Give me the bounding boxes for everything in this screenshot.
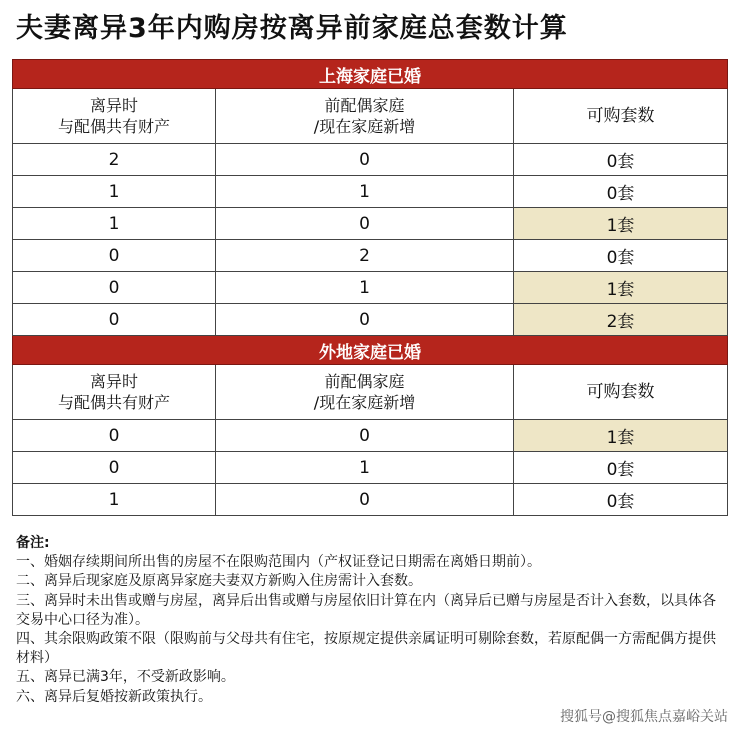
cell-purchasable: 1套 — [514, 208, 728, 240]
cell-purchasable: 0套 — [514, 452, 728, 484]
notes-section — [16, 534, 728, 707]
note-item-5: 五、离异已满3年，不受新政影响。 — [16, 669, 235, 686]
notes-title: 备注: — [16, 535, 50, 551]
section-header-row — [13, 336, 728, 365]
header-line: 可购套数 — [586, 105, 655, 126]
header-line: /现在家庭新增 — [313, 393, 416, 412]
table-row — [13, 304, 728, 336]
cell-shared-property: 0 — [13, 272, 216, 304]
cell-shared-property: 0 — [13, 240, 216, 272]
cell-shared-property: 1 — [13, 176, 216, 208]
cell-purchasable: 2套 — [514, 304, 728, 336]
cell-shared-property: 0 — [13, 452, 216, 484]
note-item-6: 六、离异后复婚按新政策执行。 — [16, 688, 212, 705]
section-title: 外地家庭已婚 — [13, 336, 728, 365]
table-row — [13, 484, 728, 516]
header-ex-spouse-new — [216, 89, 514, 144]
table-row — [13, 208, 728, 240]
cell-shared-property: 1 — [13, 208, 216, 240]
header-shared-property — [13, 89, 216, 144]
column-header-row — [13, 365, 728, 420]
note-item-3: 三、离异时未出售或赠与房屋，离异后出售或赠与房屋依旧计算在内（离异后已赠与房屋是否计入套数，以具体各交易中心口径为准）。 — [16, 592, 716, 628]
table-row — [13, 272, 728, 304]
header-shared-property — [13, 365, 216, 420]
cell-purchasable: 1套 — [514, 272, 728, 304]
header-purchasable — [514, 365, 728, 420]
cell-purchasable: 1套 — [514, 420, 728, 452]
cell-purchasable: 0套 — [514, 144, 728, 176]
cell-shared-property: 0 — [13, 304, 216, 336]
cell-purchasable: 0套 — [514, 240, 728, 272]
header-line: 前配偶家庭 — [324, 96, 405, 115]
header-line: 可购套数 — [586, 381, 655, 402]
cell-ex-spouse-new: 1 — [216, 176, 514, 208]
cell-shared-property: 0 — [13, 420, 216, 452]
table-row — [13, 240, 728, 272]
header-ex-spouse-new — [216, 365, 514, 420]
cell-ex-spouse-new: 1 — [216, 272, 514, 304]
cell-shared-property: 2 — [13, 144, 216, 176]
cell-purchasable: 0套 — [514, 484, 728, 516]
column-header-row — [13, 89, 728, 144]
table-row — [13, 420, 728, 452]
cell-ex-spouse-new: 2 — [216, 240, 514, 272]
cell-shared-property: 1 — [13, 484, 216, 516]
header-line: 前配偶家庭 — [324, 372, 405, 391]
table-row — [13, 144, 728, 176]
cell-purchasable: 0套 — [514, 176, 728, 208]
header-line: 离异时 — [89, 96, 138, 115]
note-item-4: 四、其余限购政策不限（限购前与父母共有住宅，按原规定提供亲属证明可剔除套数，若原配偶一方需配偶方提供材料） — [16, 631, 716, 667]
cell-ex-spouse-new: 0 — [216, 484, 514, 516]
table-row — [13, 176, 728, 208]
header-line: 与配偶共有财产 — [57, 393, 170, 412]
header-line: 离异时 — [89, 372, 138, 391]
section-header-row — [13, 60, 728, 89]
table-row — [13, 452, 728, 484]
section-title: 上海家庭已婚 — [13, 60, 728, 89]
page-title: 夫妻离异3年内购房按离异前家庭总套数计算 — [16, 13, 568, 44]
cell-ex-spouse-new: 1 — [216, 452, 514, 484]
header-purchasable — [514, 89, 728, 144]
watermark-text: 搜狐号@搜狐焦点嘉峪关站 — [560, 709, 728, 725]
note-item-2: 二、离异后现家庭及原离异家庭夫妻双方新购入住房需计入套数。 — [16, 573, 422, 590]
purchase-count-table — [12, 59, 728, 516]
header-line: 与配偶共有财产 — [57, 117, 170, 136]
cell-ex-spouse-new: 0 — [216, 208, 514, 240]
cell-ex-spouse-new: 0 — [216, 144, 514, 176]
header-line: /现在家庭新增 — [313, 117, 416, 136]
cell-ex-spouse-new: 0 — [216, 420, 514, 452]
note-item-1: 一、婚姻存续期间所出售的房屋不在限购范围内（产权证登记日期需在离婚日期前）。 — [16, 554, 541, 571]
cell-ex-spouse-new: 0 — [216, 304, 514, 336]
